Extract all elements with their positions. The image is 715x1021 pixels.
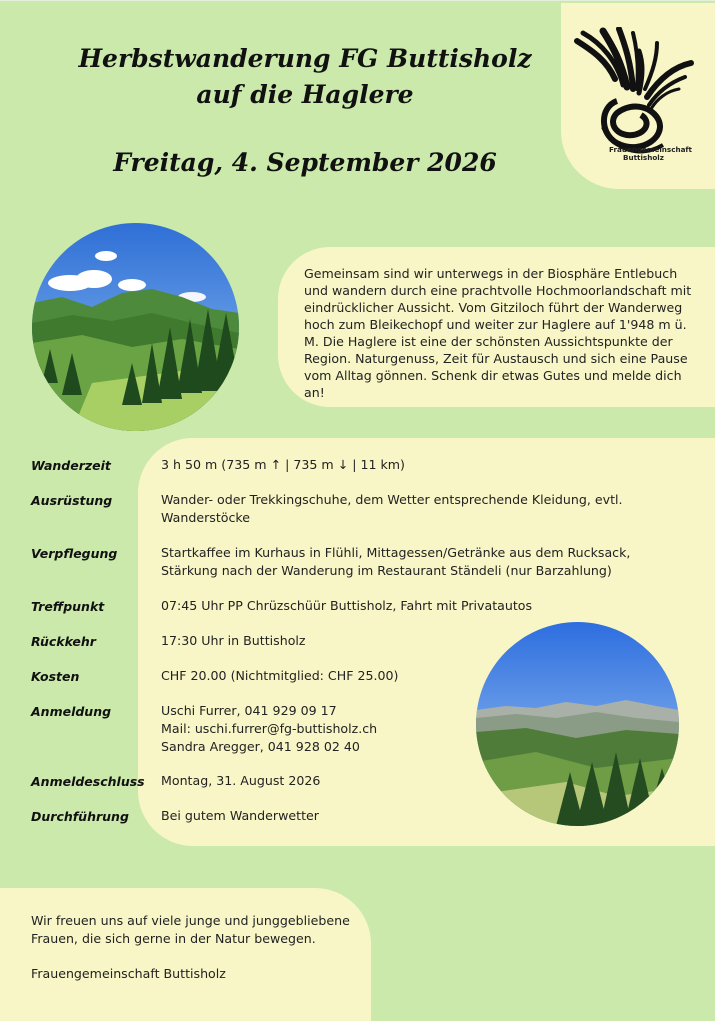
detail-label-kosten: Kosten: [31, 669, 80, 684]
detail-label-rueckkehr: Rückkehr: [31, 634, 96, 649]
detail-value-anmeldung: Uschi Furrer, 041 929 09 17 Mail: uschi.furrer@fg-buttisholz.ch Sandra Aregger, 041 928 02 40: [161, 703, 378, 754]
title-line-2: auf die Haglere: [196, 80, 414, 109]
footer-panel: [0, 888, 371, 1021]
detail-value-anmeldeschluss: Montag, 31. August 2026: [161, 773, 321, 788]
detail-value-kosten: CHF 20.00 (Nichtmitglied: CHF 25.00): [161, 668, 399, 683]
detail-value-rueckkehr: 17:30 Uhr in Buttisholz: [161, 633, 306, 648]
event-date: Freitag, 4. September 2026: [113, 148, 497, 177]
detail-value-verpflegung: Startkaffee im Kurhaus in Flühli, Mittagessen/Getränke aus dem Rucksack, Stärkung nach der Wanderung im Restaurant Ständeli (nur Barzahlung): [161, 545, 631, 578]
title-line-1: Herbstwanderung FG Buttisholz: [78, 44, 532, 73]
logo-text-line-1: Frauengemeinschaft: [609, 145, 692, 154]
detail-label-verpflegung: Verpflegung: [31, 546, 118, 561]
mountain-panorama-photo: [476, 622, 679, 826]
detail-value-ausruestung: Wander- oder Trekkingschuhe, dem Wetter entsprechende Kleidung, evtl. Wanderstöcke: [161, 492, 623, 525]
detail-label-treffpunkt: Treffpunkt: [31, 599, 105, 614]
logo-text: [609, 146, 692, 162]
logo-text-line-2: Buttisholz: [623, 153, 664, 162]
hiking-meadow-photo: [32, 223, 239, 431]
intro-paragraph: Gemeinsam sind wir unterwegs in der Biosphäre Entlebuch und wandern durch eine prachtvolle Hochmoorlandschaft mit eindrücklicher Aussicht. Vom Gitziloch führt der Wanderweg hoch zum Bleikechopf und weiter zur Haglere auf 1'948 m ü. M. Die Haglere ist eine der schönsten Aussichtspunkte der Region. Naturgenuss, Zeit für Austausch und sich eine Pause vom Alltag gönnen. Schenk dir etwas Gutes und melde dich an!: [304, 266, 692, 400]
detail-value-treffpunkt: 07:45 Uhr PP Chrüzschüür Buttisholz, Fahrt mit Privatautos: [161, 598, 533, 613]
detail-label-anmeldung: Anmeldung: [31, 704, 112, 719]
footer-invitation: Wir freuen uns auf viele junge und junggebliebene Frauen, die sich gerne in der Natur bewegen.: [31, 913, 350, 946]
detail-label-anmeldeschluss: Anmeldeschluss: [31, 774, 145, 789]
detail-label-ausruestung: Ausrüstung: [31, 493, 113, 508]
detail-label-durchfuehrung: Durchführung: [31, 809, 129, 824]
detail-label-wanderzeit: Wanderzeit: [31, 458, 111, 473]
footer-signature: Frauengemeinschaft Buttisholz: [31, 966, 226, 981]
detail-value-wanderzeit: 3 h 50 m (735 m ↑ | 735 m ↓ | 11 km): [161, 457, 405, 472]
detail-value-durchfuehrung: Bei gutem Wanderwetter: [161, 808, 319, 823]
